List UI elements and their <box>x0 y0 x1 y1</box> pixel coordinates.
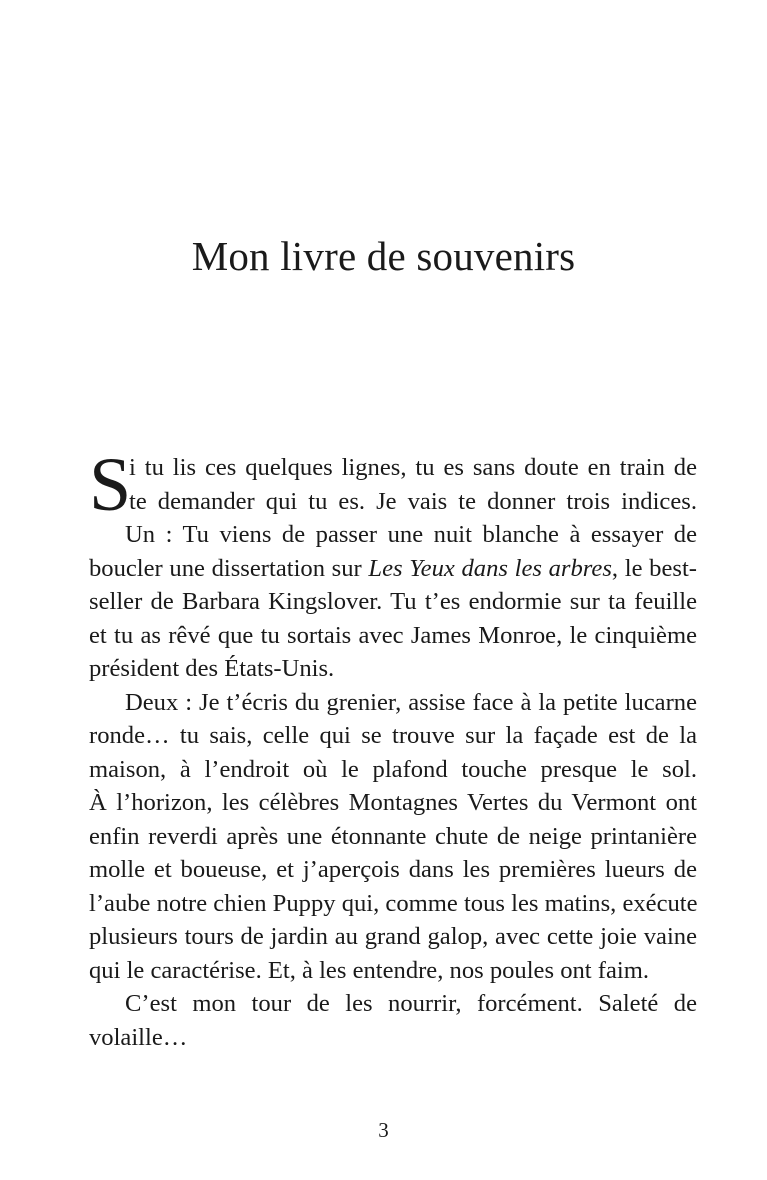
drop-cap: S <box>89 443 132 527</box>
text-line: C’est mon tour de les nourrir, forcément. Saleté de <box>125 990 697 1017</box>
text-line: qui le caractérise. Et, à les entendre, nos poules ont faim. <box>89 956 649 984</box>
text-line: ronde… tu sais, celle qui se trouve sur la façade est de la <box>89 722 697 749</box>
chapter-title: Mon livre de souvenirs <box>191 233 576 279</box>
text-run: , le best- <box>611 554 697 582</box>
text-line: maison, à l’endroit où le plafond touche presque le sol. <box>89 755 697 783</box>
text-line: seller de Barbara Kingslover. Tu t’es endormie sur ta feuille <box>89 588 697 615</box>
text-line: molle et boueuse, et j’aperçois dans les premières lueurs de <box>89 856 697 883</box>
text-line: i tu lis ces quelques lignes, tu es sans doute en train de <box>129 454 697 481</box>
text-line <box>89 552 697 586</box>
book-title-italic: Les Yeux dans les arbres <box>368 554 612 582</box>
text-line: et tu as rêvé que tu sortais avec James Monroe, le cinquième <box>89 621 697 649</box>
text-line: Deux : Je t’écris du grenier, assise face à la petite lucarne <box>125 688 697 716</box>
text-line: plusieurs tours de jardin au grand galop, avec cette joie vaine <box>89 923 697 950</box>
text-line: volaille… <box>89 1023 188 1051</box>
text-line: À l’horizon, les célèbres Montagnes Vertes du Vermont ont <box>89 789 697 816</box>
text-line: enfin reverdi après une étonnante chute de neige printanière <box>89 822 697 850</box>
text-line: Un : Tu viens de passer une nuit blanche à essayer de <box>125 521 697 548</box>
page-number: 3 <box>378 1118 389 1142</box>
text-run: boucler une dissertation sur <box>89 554 369 582</box>
text-line: l’aube notre chien Puppy qui, comme tous les matins, exécute <box>89 889 698 917</box>
body-text <box>89 443 698 1054</box>
text-line: te demander qui tu es. Je vais te donner trois indices. <box>129 487 697 515</box>
text-line: président des États-Unis. <box>89 655 335 682</box>
